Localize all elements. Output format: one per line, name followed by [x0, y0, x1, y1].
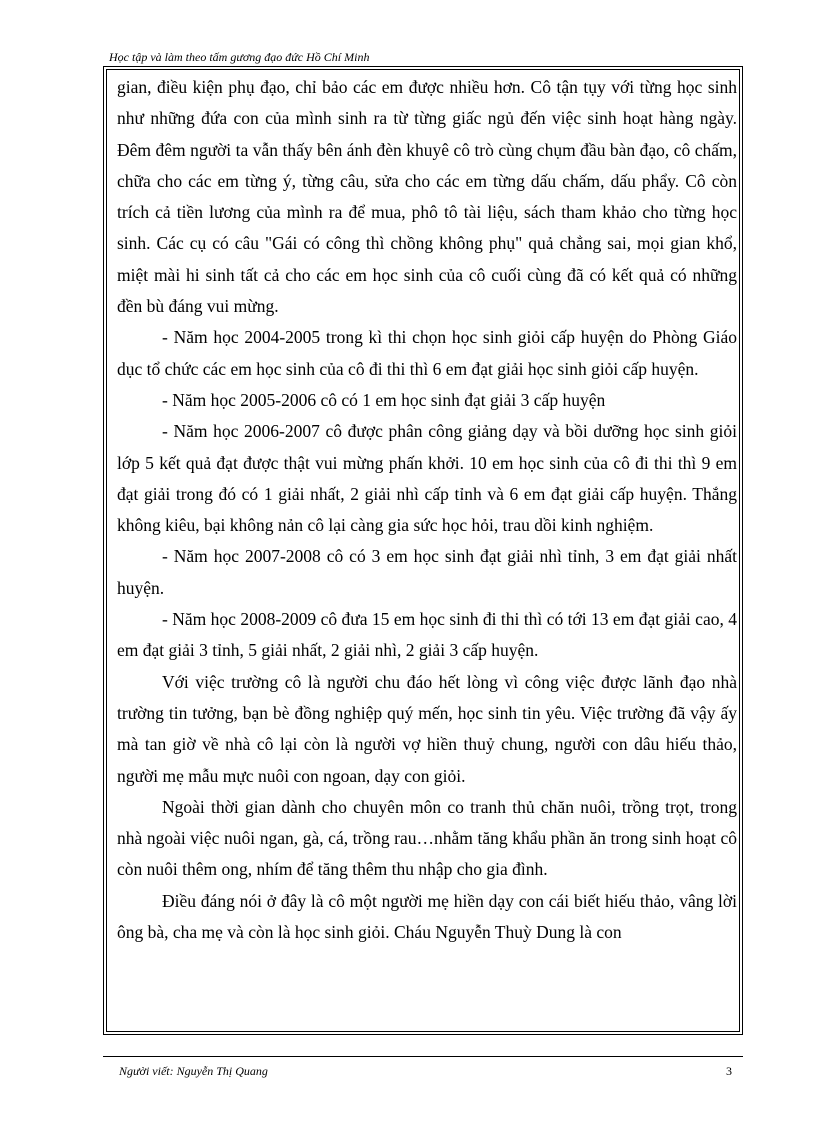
document-body	[117, 72, 737, 948]
paragraph: - Năm học 2004-2005 trong kì thi chọn học sinh giỏi cấp huyện do Phòng Giáo dục tổ chức các em học sinh của cô đi thi thì 6 em đạt giải học sinh giỏi cấp huyện.	[117, 327, 737, 379]
paragraph: - Năm học 2007-2008 cô có 3 em học sinh đạt giải nhì tỉnh, 3 em đạt giải nhất huyện.	[117, 546, 737, 598]
footer-divider	[103, 1056, 743, 1057]
footer-author: Người viết: Nguyễn Thị Quang	[119, 1064, 268, 1078]
paragraph: Với việc trường cô là người chu đáo hết lòng vì công việc được lãnh đạo nhà trường tin tưởng, bạn bè đồng nghiệp quý mến, học sinh tin yêu. Việc trường đã vậy ấy mà tan giờ về nhà cô lại còn là người vợ hiền thuỷ chung, người con dâu hiếu thảo, người mẹ mẫu mực nuôi con ngoan, dạy con giỏi.	[117, 671, 737, 786]
paragraph: Ngoài thời gian dành cho chuyên môn co tranh thủ chăn nuôi, trồng trọt, trong nhà ngoài việc nuôi ngan, gà, cá, trồng rau…nhằm tăng khẩu phần ăn trong sinh hoạt cô còn nuôi thêm ong, nhím để tăng thêm thu nhập cho gia đình.	[117, 796, 737, 880]
paragraph: - Năm học 2006-2007 cô được phân công giảng dạy và bồi dưỡng học sinh giỏi lớp 5 kết quả đạt được thật vui mừng phấn khởi. 10 em học sinh của cô đi thi thì 9 em đạt giải trong đó có 1 giải nhất, 2 giải nhì cấp tỉnh và 6 em đạt giải cấp huyện. Thắng không kiêu, bại không nản cô lại càng gia sức học hỏi, trau dồi kinh nghiệm.	[117, 421, 737, 536]
paragraph: - Năm học 2008-2009 cô đưa 15 em học sinh đi thi thì có tới 13 em đạt giải cao, 4 em đạt giải 3 tỉnh, 5 giải nhất, 2 giải nhì, 2 giải 3 cấp huyện.	[117, 609, 737, 661]
paragraph: Điều đáng nói ở đây là cô một người mẹ hiền dạy con cái biết hiếu thảo, vâng lời ông bà, cha mẹ và còn là học sinh giỏi. Cháu Nguyễn Thuỳ Dung là con	[117, 890, 737, 943]
page-number: 3	[726, 1064, 732, 1078]
paragraph: gian, điều kiện phụ đạo, chỉ bảo các em được nhiều hơn. Cô tận tụy với từng học sinh như những đứa con của mình sinh ra từ từng giấc ngủ đến việc sinh hoạt hàng ngày. Đêm đêm người ta vẫn thấy bên ánh đèn khuyê cô trò cùng chụm đầu bàn đạo, cô chấm, chữa cho các em từng ý, từng câu, sửa cho các em từng dấu chấm, dấu phẩy. Cô còn trích cả tiền lương của mình ra để mua, phô tô tài liệu, sách tham khảo cho từng học sinh. Các cụ có câu "Gái có công thì chồng không phụ" quả chẳng sai, mọi gian khổ, miệt mài hi sinh tất cả cho các em học sinh của cô cuối cùng đã có kết quả có những đền bù đáng vui mừng.	[117, 77, 737, 317]
paragraph: - Năm học 2005-2006 cô có 1 em học sinh đạt giải 3 cấp huyện	[162, 389, 606, 410]
page-header: Học tập và làm theo tấm gương đạo đức Hồ Chí Minh	[109, 50, 370, 64]
